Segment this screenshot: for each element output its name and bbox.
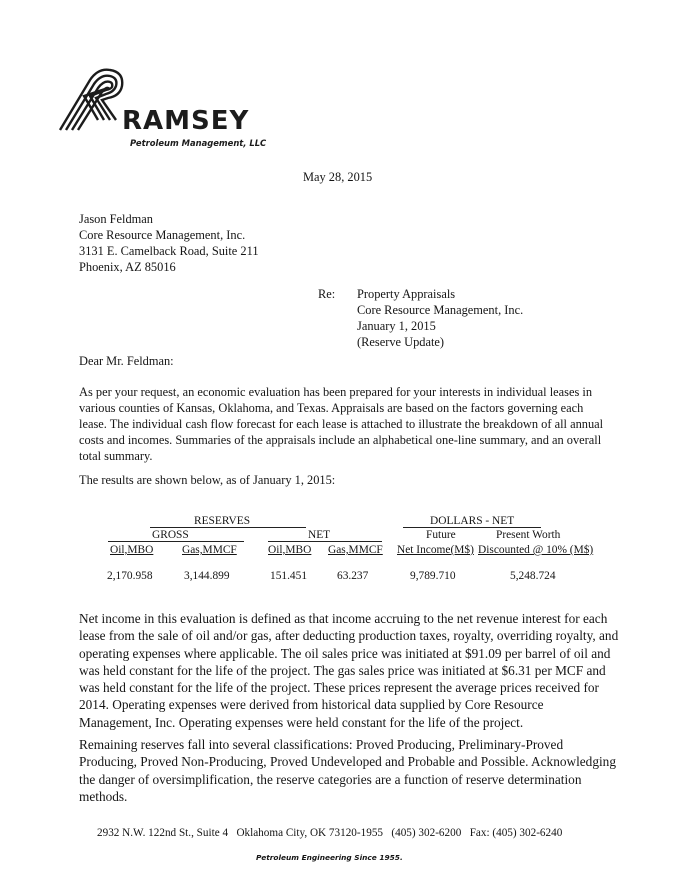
net-rule [268, 541, 382, 542]
re-line: January 1, 2015 [357, 319, 436, 333]
footer-address: 2932 N.W. 122nd St., Suite 4 Oklahoma City, OK 73120-1955 (405) 302-6200 Fax: (405) 302-6240 [97, 827, 563, 839]
net-income-paragraph: Net income in this evaluation is defined as that income accruing to the net revenue interest for each lease from the sale of oil and/or gas, after deducting production taxes, royalty, overriding royalty, and operating expenses where applicable. The oil sales price was initiated at $91.09 per barrel of oil and was held constant for the life of the project. The gas sales price was initiated at $6.31 per MCF and was held constant for the life of the project. These prices represent the average prices received for 2014. Operating expenses were derived from historical data supplied by Core Resource Management, Inc. Operating expenses were held constant for the life of the project. [79, 611, 619, 730]
reserves-header: RESERVES [194, 515, 251, 527]
col-net-oil: Oil,MBO [268, 544, 312, 556]
recipient-company: Core Resource Management, Inc. [79, 228, 246, 242]
col-gross-oil: Oil,MBO [110, 544, 154, 556]
recipient-street: 3131 E. Camelback Road, Suite 211 [79, 244, 259, 258]
re-label: Re: [318, 287, 336, 301]
intro-paragraph: As per your request, an economic evaluation has been prepared for your interests in individual leases in various counties of Kansas, Oklahoma, and Texas. Appraisals are based on the factors governing each lease. The individual cash flow forecast for each lease is attached to illustrate the breakdown of all annual costs and incomes. Summaries of the appraisals include an alphabetical one-line summary, and an overall total summary. [79, 385, 604, 463]
value-gross-oil: 2,170.958 [107, 570, 153, 582]
letter-date: May 28, 2015 [303, 170, 373, 184]
value-discounted: 5,248.724 [510, 570, 556, 582]
company-subtitle: Petroleum Management, LLC [130, 138, 267, 148]
value-net-gas: 63.237 [337, 570, 369, 582]
company-name: RAMSEY [122, 106, 250, 136]
gross-header: GROSS [152, 529, 189, 541]
future-header: Future [426, 529, 456, 541]
value-net-oil: 151.451 [270, 570, 308, 582]
gross-rule [108, 541, 244, 542]
footer-tagline: Petroleum Engineering Since 1955. [256, 853, 403, 862]
salutation: Dear Mr. Feldman: [79, 354, 174, 368]
reserves-paragraph: Remaining reserves fall into several classifications: Proved Producing, Preliminary-Proved Producing, Proved Non-Producing, Proved Undeveloped and Probable and Possible. Acknowledging the danger of oversimplification, the reserve categories are a function of reserve determination methods. [79, 737, 616, 804]
value-gross-gas: 3,144.899 [184, 570, 230, 582]
re-line: (Reserve Update) [357, 335, 445, 349]
recipient-address [79, 211, 259, 275]
present-worth-header: Present Worth [496, 529, 561, 541]
company-logo [56, 62, 286, 157]
recipient-name: Jason Feldman [79, 212, 153, 226]
recipient-city: Phoenix, AZ 85016 [79, 260, 176, 274]
value-net-income: 9,789.710 [410, 570, 456, 582]
re-line: Property Appraisals [357, 287, 456, 301]
results-intro: The results are shown below, as of January 1, 2015: [79, 473, 336, 487]
col-net-gas: Gas,MMCF [328, 544, 383, 556]
net-header: NET [308, 529, 331, 541]
re-line: Core Resource Management, Inc. [357, 303, 524, 317]
dollars-header: DOLLARS - NET [430, 515, 515, 527]
col-gross-gas: Gas,MMCF [182, 544, 237, 556]
col-discounted: Discounted @ 10% (M$) [478, 544, 594, 556]
re-lines [357, 286, 523, 350]
col-net-income: Net Income(M$) [397, 544, 474, 556]
